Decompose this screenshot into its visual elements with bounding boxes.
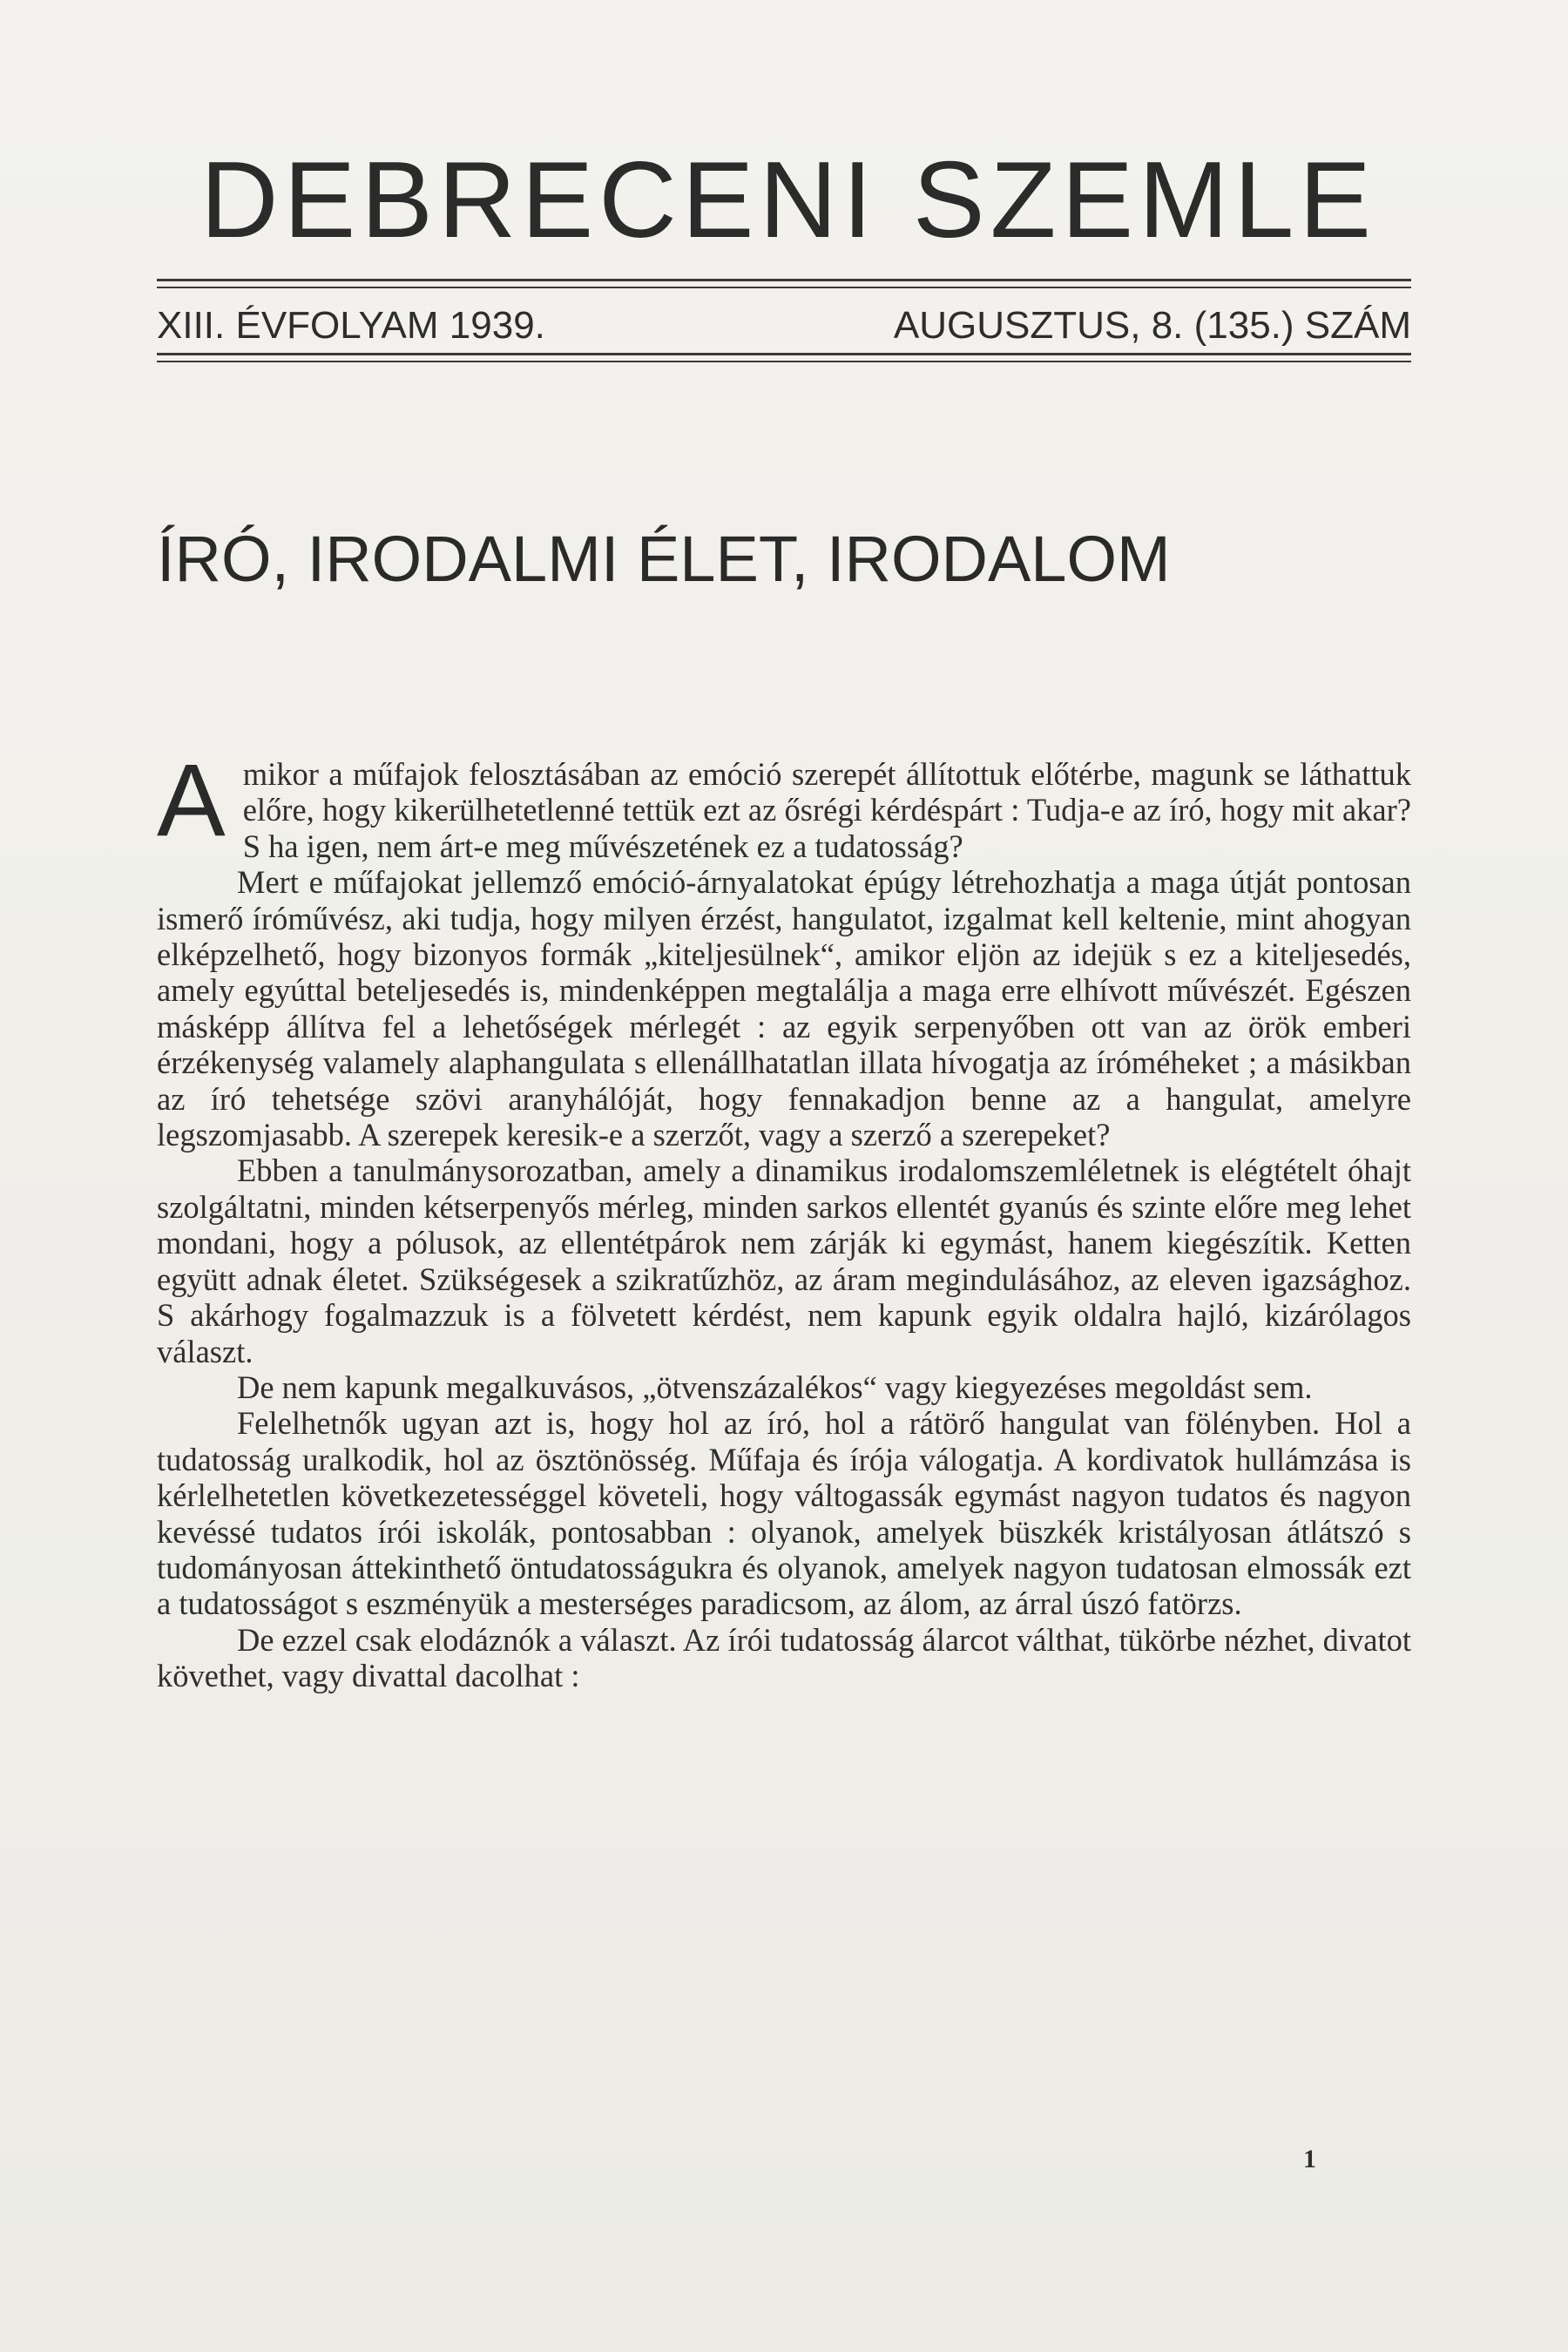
issue-number: AUGUSZTUS, 8. (135.) SZÁM [893, 304, 1411, 347]
masthead-rule-top-inner [157, 287, 1411, 288]
journal-masthead: DEBRECENI SZEMLE [199, 140, 1377, 260]
issue-volume: XIII. ÉVFOLYAM 1939. [157, 304, 545, 347]
article-paragraph: Ebben a tanulmánysorozatban, amely a dinamikus irodalomszemléletnek is elégtételt óhajt szolgáltatni, minden kétserpenyős mérleg, minden sarkos ellentét gyanús és szinte előre meg lehet mondani, hogy a pólusok, az ellentétpárok nem zárják ki egymást, hanem kiegészítik. Ketten együtt adnak életet. Szükségesek a szikratűzhöz, az áram megindulásához, az eleven igazsághoz. S akárhogy fogalmazzuk is a fölvetett kérdést, nem kapunk egyik oldalra hajló, kizárólagos választ. [157, 1152, 1411, 1369]
page-number: 1 [1303, 2145, 1316, 2173]
masthead-rule-bottom-inner [157, 361, 1411, 362]
article-paragraph [157, 743, 1411, 864]
article-title: ÍRÓ, IRODALMI ÉLET, IRODALOM [157, 523, 1171, 595]
masthead-rule-bottom [157, 353, 1411, 355]
article-paragraph: Mert e műfajokat jellemző emóció-árnyalatokat épúgy létrehozhatja a maga útját pontosan ismerő íróművész, aki tudja, hogy milyen érzést, hangulatot, izgalmat kell keltenie, mint ahogyan elképzelhető, hogy bizonyos formák „kiteljesülnek“, amikor eljön az idejük s ez a kiteljesedés, amely egyúttal beteljesedés is, mindenképpen megtalálja a maga erre elhívott művészét. Egészen másképp állítva fel a lehetőségek mérlegét : az egyik serpenyőben ott van az örök emberi érzékenység valamely alaphangulata s ellenállhatatlan illata hívogatja az íróméheket ; a másikban az író tehetsége szövi aranyhálóját, hogy fennakadjon benne az a hangulat, amelyre legszomjasabb. A szerepek keresik-e a szerzőt, vagy a szerző a szerepeket? [157, 864, 1411, 1153]
paragraph-text: mikor a műfajok felosztásában az emóció szerepét állítottuk előtérbe, magunk se láthattuk előre, hogy kikerülhetetlenné tettük ezt az ősrégi kérdéspárt : Tudja-e az író, hogy mit akar? S ha igen, nem árt-e meg művészetének ez a tudatosság? [242, 756, 1411, 864]
article-body [157, 743, 1411, 1694]
article-paragraph: De nem kapunk megalkuvásos, „ötvenszázalékos“ vagy kiegyezéses megoldást sem. [237, 1369, 1313, 1405]
article-paragraph: Felelhetnők ugyan azt is, hogy hol az író, hol a rátörő hangulat van fölényben. Hol a tudatosság uralkodik, hol az ösztönösség. Műfaja és írója válogatja. A kordivatok hullámzása is kérlelhetetlen következetességgel követeli, hogy váltogassák egymást nagyon tudatos és nagyon kevéssé tudatos írói iskolák, pontosabban : olyanok, amelyek büszkék kristályosan átlátszó s tudományosan áttekinthető öntudatosságukra és olyanok, amelyek nagyon tudatosan elmossák ezt a tudatosságot s eszményük a mesterséges paradicsom, az álom, az árral úszó fatörzs. [157, 1405, 1411, 1622]
article-paragraph: De ezzel csak elodáznók a választ. Az írói tudatosság álarcot válthat, tükörbe nézhet, divatot követhet, vagy divattal dacolhat : [157, 1621, 1411, 1694]
masthead-rule-top [157, 279, 1411, 281]
drop-cap: A [157, 743, 226, 858]
issue-info [157, 304, 1411, 347]
